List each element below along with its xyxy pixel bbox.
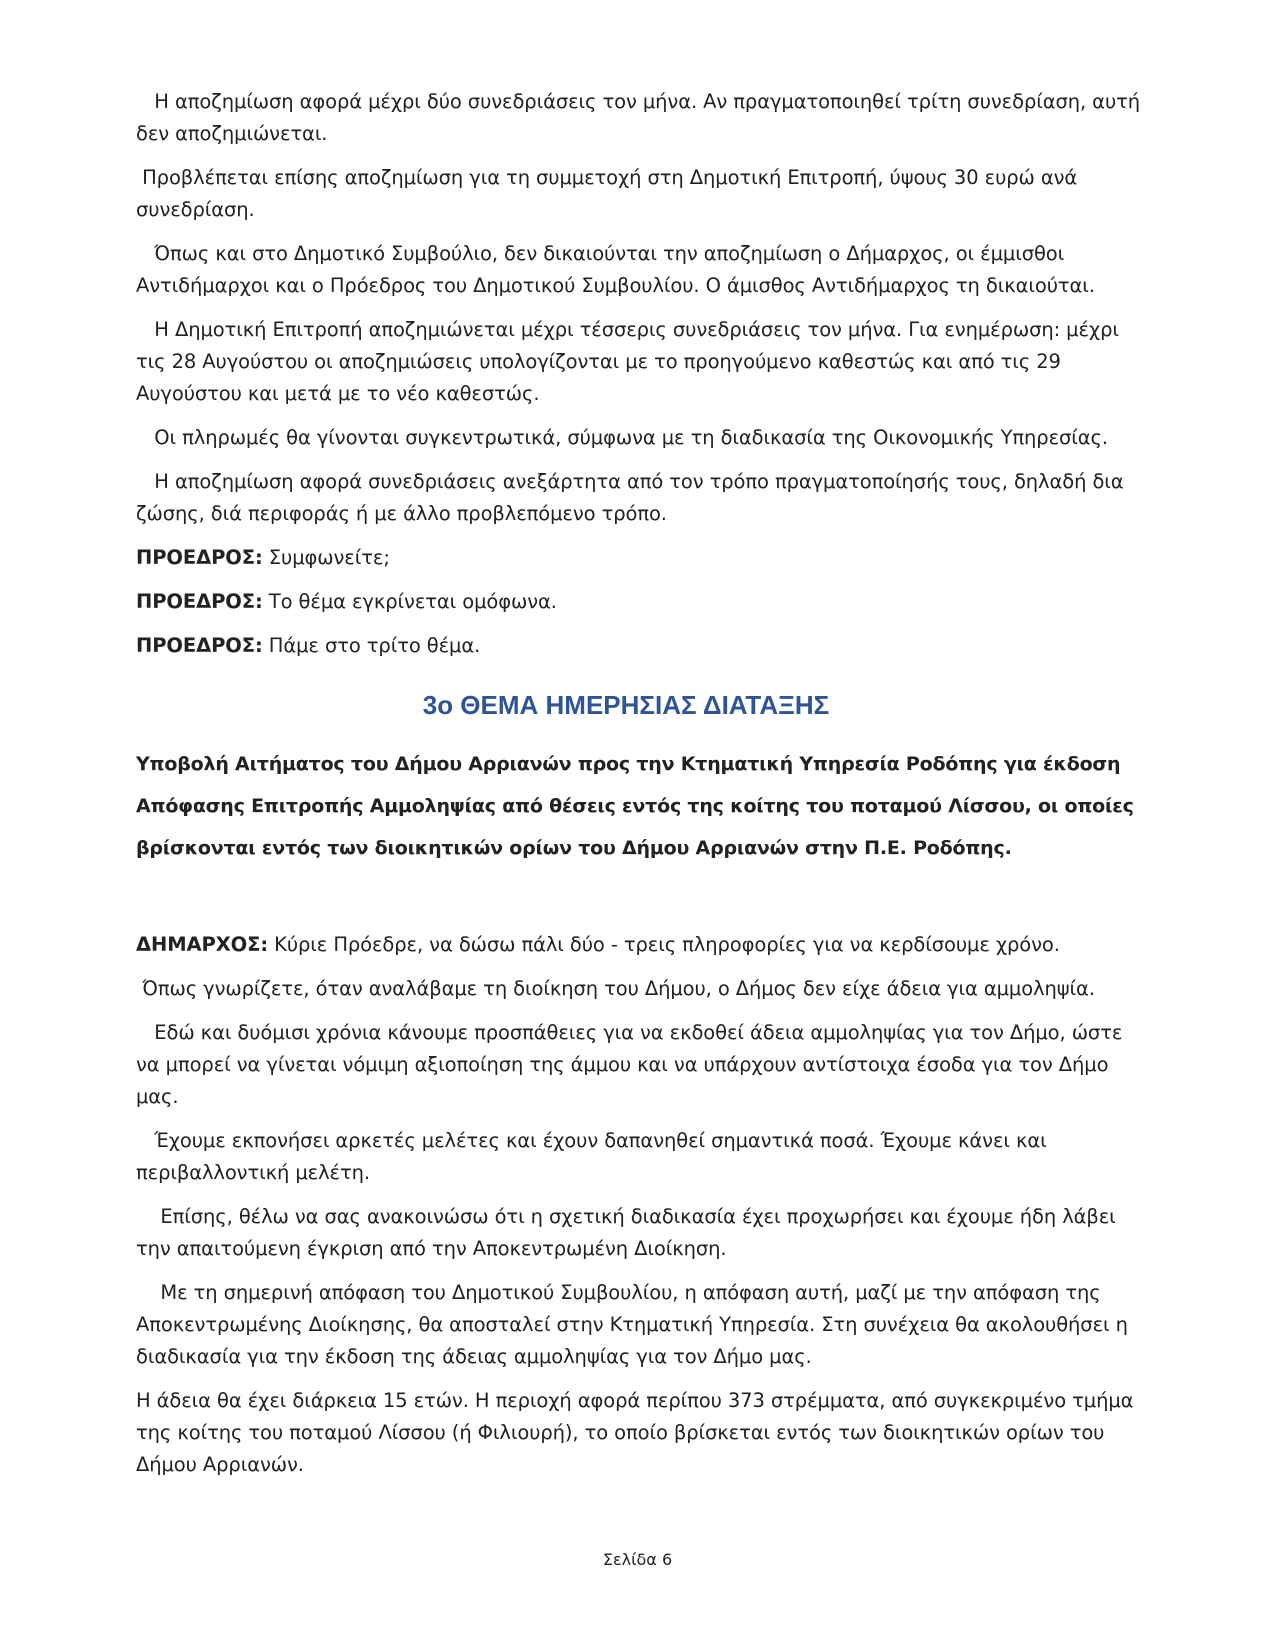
paragraph [136,630,1146,662]
page-number: Σελίδα 6 [602,1550,673,1569]
paragraph-text: Με τη σημερινή απόφαση του Δημοτικού Συμβουλίου, η απόφαση αυτή, μαζί με την απόφαση της Αποκεντρωμένης Διοίκησης, θα αποσταλεί στην Κτηματική Υπηρεσία. Στη συνέχεια θα ακολουθήσει η διαδικασία για την έκδοση της άδειας αμμοληψίας για τον Δήμο μας. [136,1281,1134,1368]
paragraph-text: Η αποζημίωση αφορά συνεδριάσεις ανεξάρτητα από τον τρόπο πραγματοποίησής τους, δηλαδή δια ζώσης, διά περιφοράς ή με άλλο προβλεπόμενο τρόπο. [136,470,1130,525]
section-subject: Υποβολή Αιτήματος του Δήμου Αρριανών προς την Κτηματική Υπηρεσία Ροδόπης για έκδοση Απόφασης Επιτροπής Αμμοληψίας από θέσεις εντός της κοίτης του ποταμού Λίσσου, οι οποίες βρίσκονται εντός των διοικητικών ορίων του Δήμου Αρριανών στην Π.Ε. Ροδόπης. [136,753,1134,859]
paragraph-text: Η άδεια θα έχει διάρκεια 15 ετών. Η περιοχή αφορά περίπου 373 στρέμματα, από συγκεκριμένο τμήμα της κοίτης του ποταμού Λίσσου (ή Φιλιουρή), το οποίο βρίσκεται εντός των διοικητικών ορίων του Δήμου Αρριανών. [136,1389,1140,1476]
section-title: 3ο ΘΕΜΑ ΗΜΕΡΗΣΙΑΣ ΔΙΑΤΑΞΗΣ [422,690,830,720]
paragraph [136,162,1146,226]
paragraph-text: Οι πληρωμές θα γίνονται συγκεντρωτικά, σύμφωνα με τη διαδικασία της Οικονομικής Υπηρεσίας. [136,426,1108,449]
paragraph [136,314,1146,410]
paragraph [136,1201,1146,1265]
paragraph [136,973,1146,1005]
paragraph [136,929,1146,961]
paragraph-text: Εδώ και δυόμισι χρόνια κάνουμε προσπάθειες για να εκδοθεί άδεια αμμοληψίας για τον Δήμο, ώστε να μπορεί να γίνεται νόμιμη αξιοποίηση της άμμου και να υπάρχουν αντίστοιχα έσοδα για τον Δήμο μας. [136,1021,1129,1108]
paragraph-text: Πάμε στο τρίτο θέμα. [262,634,481,657]
paragraph [136,86,1146,150]
paragraph-text: Το θέμα εγκρίνεται ομόφωνα. [262,590,557,613]
speaker-label: ΠΡΟΕΔΡΟΣ: [136,634,263,657]
speaker-label: ΔΗΜΑΡΧΟΣ: [136,933,269,956]
paragraph [136,1017,1146,1113]
paragraph-text: Η αποζημίωση αφορά μέχρι δύο συνεδριάσεις τον μήνα. Αν πραγματοποιηθεί τρίτη συνεδρίαση, αυτή δεν αποζημιώνεται. [136,90,1147,145]
paragraph [136,1277,1146,1373]
speaker-label: ΠΡΟΕΔΡΟΣ: [136,590,263,613]
paragraph [136,586,1146,618]
paragraph-text: Όπως και στο Δημοτικό Συμβούλιο, δεν δικαιούνται την αποζημίωση ο Δήμαρχος, οι έμμισθοι Αντιδήμαρχοι και ο Πρόεδρος του Δημοτικού Συμβουλίου. Ο άμισθος Αντιδήμαρχος τη δικαιούται. [136,242,1095,297]
paragraph-text: Η Δημοτική Επιτροπή αποζημιώνεται μέχρι τέσσερις συνεδριάσεις τον μήνα. Για ενημέρωση: μέχρι τις 28 Αυγούστου οι αποζημιώσεις υπολογίζονται με το προηγούμενο καθεστώς και από τις 29 Αυγούστου και μετά με το νέο καθεστώς. [136,318,1125,405]
paragraph [136,542,1146,574]
paragraph-text: Επίσης, θέλω να σας ανακοινώσω ότι η σχετική διαδικασία έχει προχωρήσει και έχουμε ήδη λάβει την απαιτούμενη έγκριση από την Αποκεντρωμένη Διοίκηση. [136,1205,1122,1260]
speaker-label: ΠΡΟΕΔΡΟΣ: [136,546,263,569]
paragraph [136,466,1146,530]
paragraph [136,238,1146,302]
paragraph-text: Όπως γνωρίζετε, όταν αναλάβαμε τη διοίκηση του Δήμου, ο Δήμος δεν είχε άδεια για αμμοληψία. [136,977,1095,1000]
paragraph [136,1125,1146,1189]
paragraph-text: Κύριε Πρόεδρε, να δώσω πάλι δύο - τρεις πληροφορίες για να κερδίσουμε χρόνο. [268,933,1060,956]
paragraph-text: Έχουμε εκπονήσει αρκετές μελέτες και έχουν δαπανηθεί σημαντικά ποσά. Έχουμε κάνει και περιβαλλοντική μελέτη. [136,1129,1053,1184]
paragraph [136,1385,1146,1481]
paragraph [136,422,1146,454]
paragraphs-bottom [136,929,1146,1481]
paragraphs-top [136,86,1146,662]
paragraph-text: Συμφωνείτε; [262,546,390,569]
document-page [136,86,1146,1493]
paragraph-text: Προβλέπεται επίσης αποζημίωση για τη συμμετοχή στη Δημοτική Επιτροπή, ύψους 30 ευρώ ανά συνεδρίαση. [136,166,1084,221]
